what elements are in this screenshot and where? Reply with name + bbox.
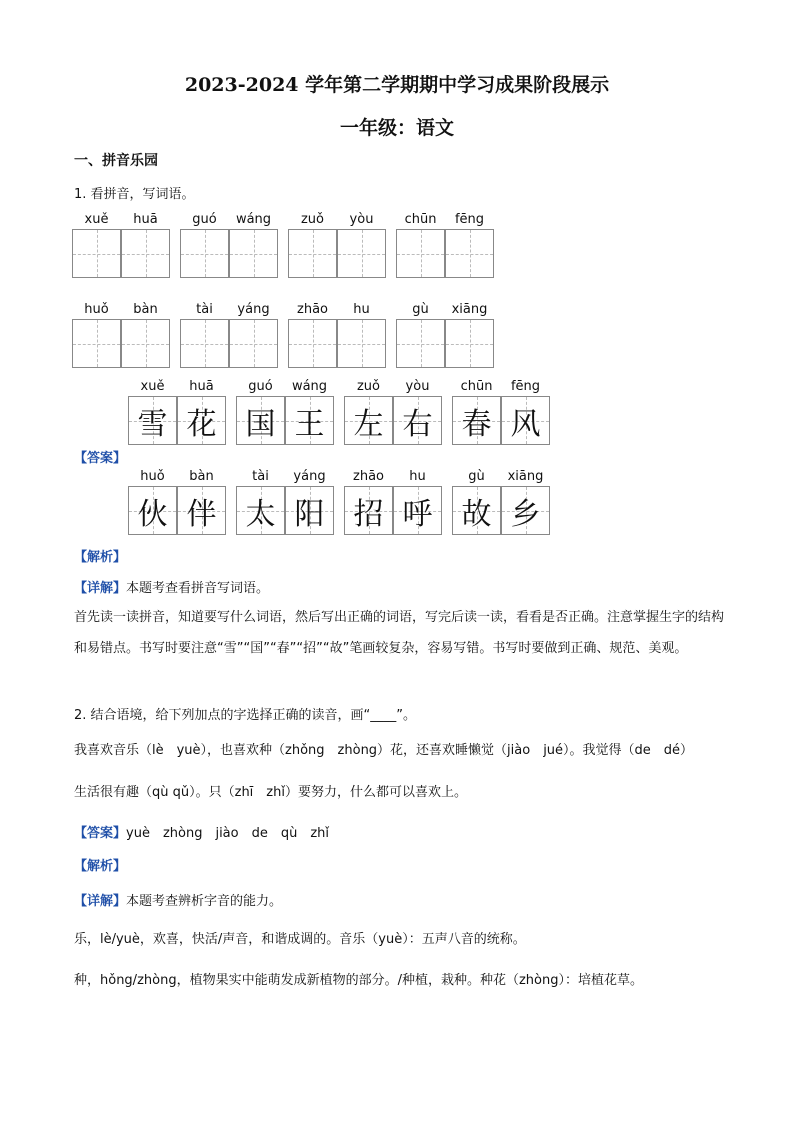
- answer-label-1: 【答案】: [74, 451, 127, 466]
- pinyin-label: yòu: [405, 379, 430, 394]
- answer-character: 阳: [294, 496, 325, 532]
- answer-character: 风: [510, 406, 541, 442]
- tian-grid-cell-filled: [501, 486, 550, 535]
- answer-character: 左: [353, 406, 384, 442]
- pinyin-label: tài: [196, 302, 213, 317]
- detail-line-2: 【详解】本题考查辨析字音的能力。: [74, 894, 283, 909]
- pinyin-label: yòu: [349, 212, 374, 227]
- pinyin-label: xuě: [140, 379, 165, 394]
- tian-grid-cell-filled: [344, 486, 393, 535]
- pinyin-label: huǒ: [140, 469, 165, 484]
- pinyin-label: xiāng: [451, 302, 488, 317]
- answer-character: 雪: [137, 406, 168, 442]
- tian-grid-cell-filled: [285, 396, 334, 445]
- answer-character: 乡: [510, 496, 541, 532]
- tian-grid-cell-filled: [393, 486, 442, 535]
- answer-character: 花: [186, 406, 217, 442]
- explanation-1: 首先读一读拼音，知道要写什么词语，然后写出正确的词语，写完后读一读，看看是否正确。注意掌握生字的结构和易错点。书写时要注意“雪”“国”“春”“招”“故”笔画较复杂，容易写错。书写时要做到正确、规范、美观。: [74, 610, 725, 656]
- answer-line-2: 【答案】yuè zhòng jiào de qù zhǐ: [74, 826, 330, 841]
- analysis-label-2: 【解析】: [74, 859, 127, 874]
- pinyin-label: gù: [412, 302, 429, 317]
- pinyin-label: hu: [409, 469, 426, 484]
- tian-grid-cell: [121, 229, 170, 278]
- document-title: 2023-2024 学年第二学期期中学习成果阶段展示: [184, 74, 610, 96]
- answer-character: 伙: [137, 496, 168, 532]
- pinyin-label: gù: [468, 469, 485, 484]
- pinyin-label: zuǒ: [356, 379, 381, 394]
- pinyin-label: huā: [189, 379, 214, 394]
- tian-grid-cell-filled: [452, 396, 501, 445]
- question-1-prompt: 1. 看拼音，写词语。: [74, 187, 195, 202]
- tian-grid-cell-filled: [501, 396, 550, 445]
- note-2: 种，hǒng/zhòng，植物果实中能萌发成新植物的部分。/种植，栽种。种花（zhòng）：培植花草。: [74, 973, 643, 988]
- tian-grid-cell: [121, 319, 170, 368]
- tian-grid-cell: [396, 229, 445, 278]
- tian-grid-cell: [445, 319, 494, 368]
- pinyin-label: chūn: [404, 212, 437, 227]
- tian-grid-cell: [72, 319, 121, 368]
- detail-line-1: 【详解】本题考查看拼音写词语。: [74, 581, 270, 596]
- answer-character: 右: [402, 406, 433, 442]
- pinyin-label: zhāo: [297, 302, 328, 317]
- pinyin-label: huǒ: [84, 302, 109, 317]
- tian-grid-cell-filled: [236, 396, 285, 445]
- answer-character: 故: [461, 496, 492, 532]
- answer-character: 伴: [186, 496, 217, 532]
- pinyin-label: yáng: [237, 302, 270, 317]
- tian-grid-cell: [72, 229, 121, 278]
- pinyin-label: guó: [192, 212, 217, 227]
- pinyin-label: tài: [252, 469, 269, 484]
- question-2-sentence-1: 我喜欢音乐（lè yuè），也喜欢种（zhǒng zhòng）花，还喜欢睡懒觉（jiào jué）。我觉得（de dé）: [74, 743, 694, 758]
- tian-grid-cell: [180, 319, 229, 368]
- pinyin-label: xiāng: [507, 469, 544, 484]
- answer-character: 招: [353, 496, 384, 532]
- document-subtitle: 一年级：语文: [339, 117, 454, 139]
- answer-character: 太: [245, 496, 276, 532]
- tian-grid-cell: [229, 229, 278, 278]
- tian-grid-cell-filled: [236, 486, 285, 535]
- pinyin-label: chūn: [460, 379, 493, 394]
- question-2-prompt: 2. 结合语境，给下列加点的字选择正确的读音，画“____”。: [74, 708, 417, 723]
- tian-grid-cell: [288, 319, 337, 368]
- tian-grid-cell-filled: [452, 486, 501, 535]
- answer-character: 国: [245, 406, 276, 442]
- tian-grid-cell: [180, 229, 229, 278]
- pinyin-label: bàn: [133, 302, 158, 317]
- tian-grid-cell: [337, 229, 386, 278]
- tian-grid-cell: [288, 229, 337, 278]
- pinyin-label: fēng: [454, 212, 485, 227]
- tian-grid-cell-filled: [128, 396, 177, 445]
- tian-grid-cell-filled: [128, 486, 177, 535]
- pinyin-label: guó: [248, 379, 273, 394]
- pinyin-label: hu: [353, 302, 370, 317]
- section-heading: 一、拼音乐园: [74, 153, 158, 169]
- pinyin-label: fēng: [510, 379, 541, 394]
- pinyin-label: zhāo: [353, 469, 384, 484]
- tian-grid-cell-filled: [177, 486, 226, 535]
- note-1: 乐，lè/yuè，欢喜，快活/声音，和谐成调的。音乐（yuè）：五声八音的统称。: [74, 932, 526, 947]
- tian-grid-cell: [396, 319, 445, 368]
- analysis-label-1: 【解析】: [74, 550, 127, 565]
- pinyin-label: yáng: [293, 469, 326, 484]
- pinyin-label: bàn: [189, 469, 214, 484]
- tian-grid-cell: [337, 319, 386, 368]
- answer-character: 呼: [402, 496, 433, 532]
- tian-grid-cell-filled: [177, 396, 226, 445]
- question-2-sentence-2: 生活很有趣（qù qǔ）。只（zhī zhǐ）要努力，什么都可以喜欢上。: [74, 785, 467, 800]
- tian-grid-cell-filled: [344, 396, 393, 445]
- tian-grid-cell-filled: [285, 486, 334, 535]
- pinyin-label: xuě: [84, 212, 109, 227]
- tian-grid-cell: [445, 229, 494, 278]
- tian-grid-cell-filled: [393, 396, 442, 445]
- answer-character: 王: [294, 406, 325, 442]
- pinyin-label: wáng: [235, 212, 272, 227]
- pinyin-label: zuǒ: [300, 212, 325, 227]
- pinyin-label: huā: [133, 212, 158, 227]
- tian-grid-cell: [229, 319, 278, 368]
- answer-character: 春: [461, 406, 492, 442]
- pinyin-label: wáng: [291, 379, 328, 394]
